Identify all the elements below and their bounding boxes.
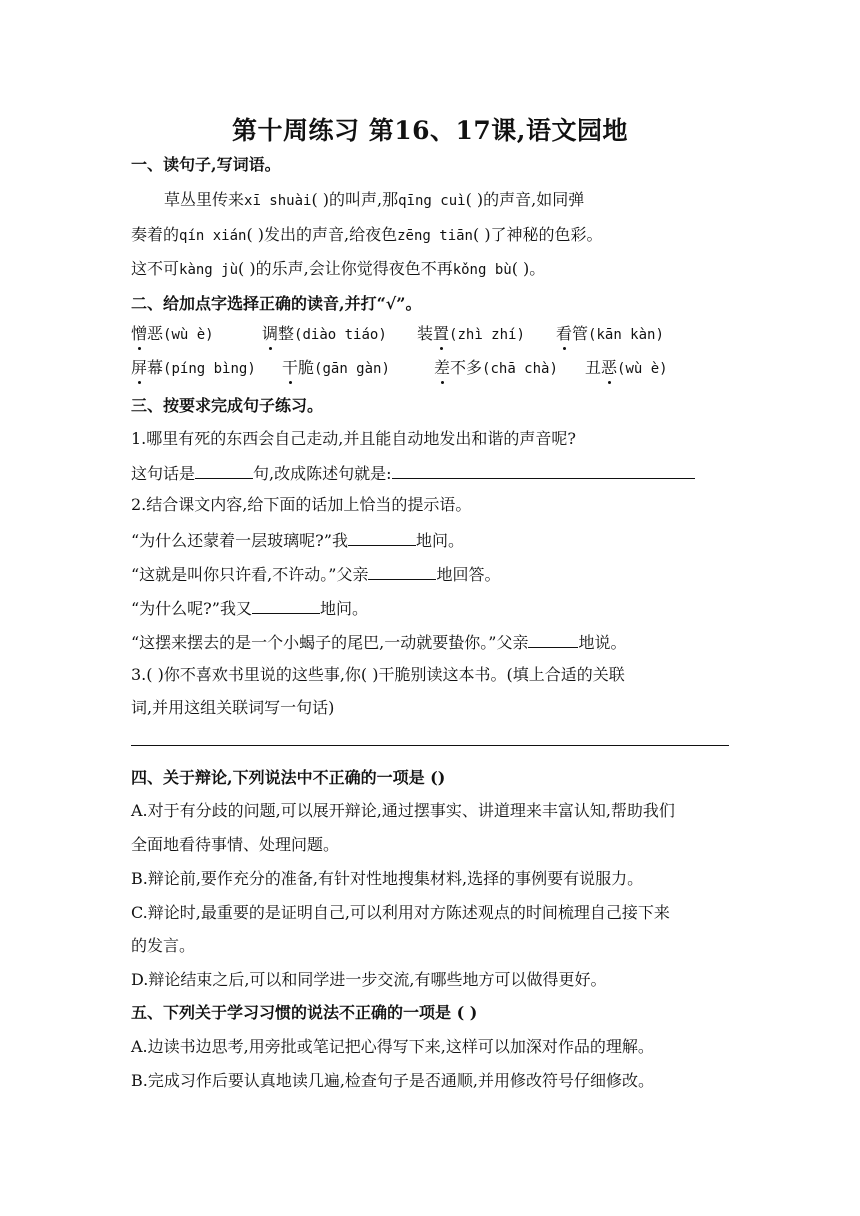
s2-item: 看管(kān kàn) — [556, 324, 664, 343]
page-title: 第十周练习 第16、17课,语文园地 — [232, 116, 628, 145]
section-1-heading: 一、读句子,写词语。 — [131, 155, 281, 174]
option-a: A.边读书边思考,用旁批或笔记把心得写下来,这样可以加深对作品的理解。 — [131, 1037, 654, 1056]
s2-item: 憎恶(wù è) — [131, 324, 214, 343]
answer-blank[interactable] — [195, 461, 253, 479]
s1-sentence-line-3: 这不可kàng jù( )的乐声,会让你觉得夜色不再kǒng bù( )。 — [131, 259, 546, 278]
answer-line[interactable] — [131, 745, 729, 746]
section-2-heading: 二、给加点字选择正确的读音,并打“√”。 — [131, 294, 422, 313]
s2-item: 调整(diào tiáo) — [262, 324, 387, 343]
s1-sentence-line-2: 奏着的qín xián( )发出的声音,给夜色zēng tiān( )了神秘的色彩。 — [131, 225, 603, 244]
option-b: B.完成习作后要认真地读几遍,检查句子是否通顺,并用修改符号仔细修改。 — [131, 1071, 655, 1090]
s3-q2-line-1: “为什么还蒙着一层玻璃呢?”我 地问。 — [131, 528, 464, 552]
answer-blank[interactable] — [252, 596, 320, 614]
s3-q2-line-2: “这就是叫你只许看,不许动。”父亲 地回答。 — [131, 562, 500, 586]
s3-q2-line-3: “为什么呢?”我又 地问。 — [131, 596, 368, 620]
answer-blank[interactable] — [528, 630, 578, 648]
s2-item: 装置(zhì zhí) — [417, 324, 525, 343]
option-c: C.辩论时,最重要的是证明自己,可以利用对方陈述观点的时间梳理自己接下来 — [131, 903, 670, 922]
s3-question-1: 1.哪里有死的东西会自己走动,并且能自动地发出和谐的声音呢? — [131, 429, 576, 448]
s2-item: 干脆(gān gàn) — [282, 358, 390, 377]
answer-blank[interactable] — [368, 562, 436, 580]
option-a-continued: 全面地看待事情、处理问题。 — [131, 835, 340, 854]
answer-blank[interactable] — [392, 461, 695, 479]
s2-item: 屏幕(píng bìng) — [131, 358, 256, 377]
s3-q1-answer-line: 这句话是 句,改成陈述句就是: — [131, 461, 695, 485]
option-b: B.辩论前,要作充分的准备,有针对性地搜集材料,选择的事例要有说服力。 — [131, 869, 644, 888]
section-4-heading: 四、关于辩论,下列说法中不正确的一项是 () — [131, 768, 446, 787]
s3-question-3-line-2: 词,并用这组关联词写一句话) — [131, 698, 335, 717]
option-a: A.对于有分歧的问题,可以展开辩论,通过摆事实、讲道理来丰富认知,帮助我们 — [131, 801, 675, 820]
s2-item: 丑恶(wù è) — [585, 358, 668, 377]
s3-q2-line-4: “这摆来摆去的是一个小蝎子的尾巴,一动就要蛰你。”父亲 地说。 — [131, 630, 626, 654]
section-5-heading: 五、下列关于学习习惯的说法不正确的一项是 ( ) — [131, 1003, 478, 1022]
answer-blank[interactable] — [348, 528, 416, 546]
option-d: D.辩论结束之后,可以和同学进一步交流,有哪些地方可以做得更好。 — [131, 970, 607, 989]
s3-question-3-line-1: 3.( )你不喜欢书里说的这些事,你( )干脆别读这本书。(填上合适的关联 — [131, 665, 625, 684]
s3-question-2: 2.结合课文内容,给下面的话加上恰当的提示语。 — [131, 495, 472, 514]
s1-sentence-line-1: 草丛里传来xī shuài( )的叫声,那qīng cuì( )的声音,如同弹 — [164, 190, 585, 209]
section-3-heading: 三、按要求完成句子练习。 — [131, 396, 324, 415]
s2-item: 差不多(chā chà) — [434, 358, 558, 377]
option-c-continued: 的发言。 — [131, 936, 196, 955]
